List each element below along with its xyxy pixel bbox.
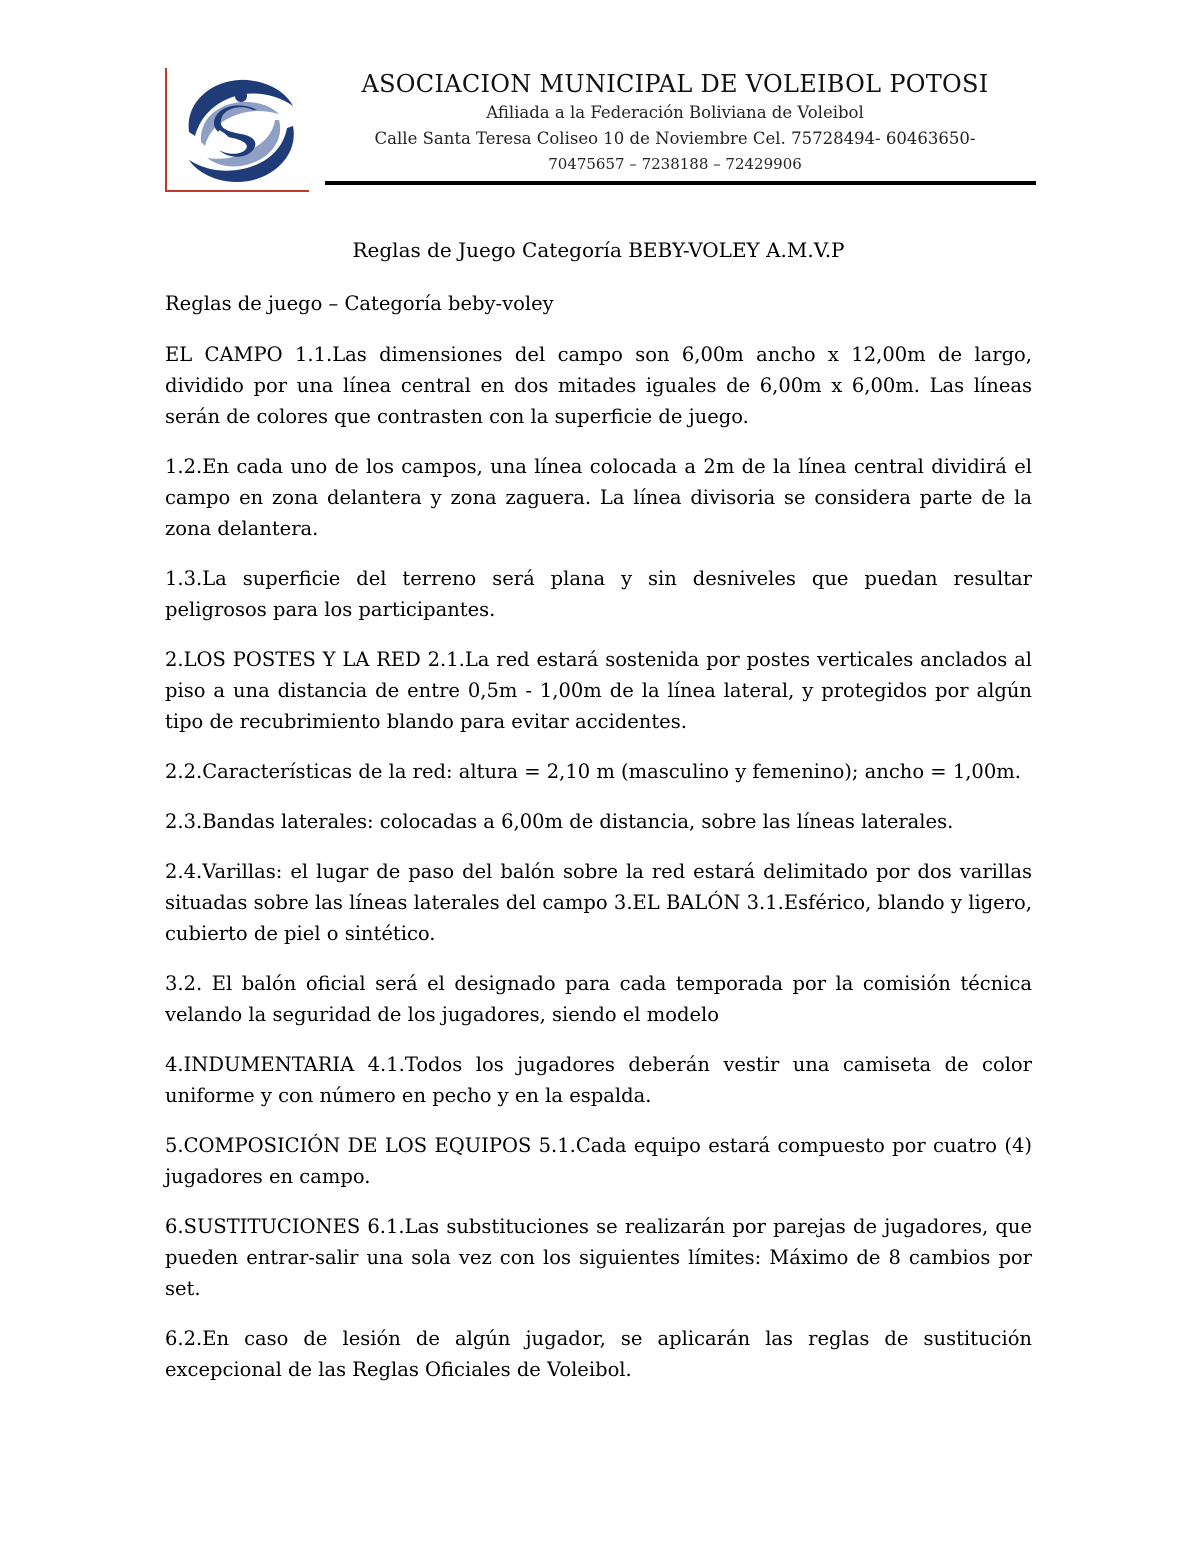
organization-affiliation: Afiliada a la Federación Boliviana de Voleibol [486,103,864,122]
rule-paragraph: 6.2.En caso de lesión de algún jugador, se aplicarán las reglas de sustitución excepcional de las Reglas Oficiales de Voleibol. [165,1327,1032,1381]
document-subtitle: Reglas de juego – Categoría beby-voley [165,292,554,315]
asociacion-logo-icon [175,70,307,188]
rule-paragraph: 4.INDUMENTARIA 4.1.Todos los jugadores deberán vestir una camiseta de color uniforme y con número en pecho y en la espalda. [165,1053,1032,1107]
rule-paragraph: EL CAMPO 1.1.Las dimensiones del campo son 6,00m ancho x 12,00m de largo, dividido por una línea central en dos mitades iguales de 6,00m x 6,00m. Las líneas serán de colores que contrasten con la superficie de juego. [165,343,1032,428]
organization-phone-line2: 70475657 – 7238188 – 72429906 [548,155,802,173]
rule-paragraph: 2.4.Varillas: el lugar de paso del balón sobre la red estará delimitado por dos varillas situadas sobre las líneas laterales del campo 3.EL BALÓN 3.1.Esférico, blando y ligero, cubierto de piel o sintético. [165,860,1032,945]
rule-paragraph: 5.COMPOSICIÓN DE LOS EQUIPOS 5.1.Cada equipo estará compuesto por cuatro (4) jugadores en campo. [165,1134,1032,1188]
document-title: Reglas de Juego Categoría BEBY-VOLEY A.M.V.P [352,238,845,262]
document-body [165,288,1032,1404]
rule-paragraph: 1.3.La superficie del terreno será plana y sin desniveles que puedan resultar peligrosos para los participantes. [165,567,1032,621]
organization-name: ASOCIACION MUNICIPAL DE VOLEIBOL POTOSI [361,70,989,98]
rule-paragraph: 1.2.En cada uno de los campos, una línea colocada a 2m de la línea central dividirá el campo en zona delantera y zona zaguera. La línea divisoria se considera parte de la zona delantera. [165,455,1032,540]
rule-paragraph: 3.2. El balón oficial será el designado para cada temporada por la comisión técnica velando la seguridad de los jugadores, siendo el modelo [165,972,1032,1026]
rule-paragraph: 2.3.Bandas laterales: colocadas a 6,00m de distancia, sobre las líneas laterales. [165,810,954,833]
organization-address-line1: Calle Santa Teresa Coliseo 10 de Noviembre Cel. 75728494- 60463650- [374,129,976,148]
rule-paragraph: 2.LOS POSTES Y LA RED 2.1.La red estará sostenida por postes verticales anclados al piso a una distancia de entre 0,5m - 1,00m de la línea lateral, y protegidos por algún tipo de recubrimiento blando para evitar accidentes. [165,648,1032,733]
header-divider [325,181,1036,185]
logo-frame [165,68,309,192]
rule-paragraph: 6.SUSTITUCIONES 6.1.Las substituciones se realizarán por parejas de jugadores, que pueden entrar-salir una sola vez con los siguientes límites: Máximo de 8 cambios por set. [165,1215,1032,1300]
rule-paragraph: 2.2.Características de la red: altura = 2,10 m (masculino y femenino); ancho = 1,00m. [165,760,1021,783]
